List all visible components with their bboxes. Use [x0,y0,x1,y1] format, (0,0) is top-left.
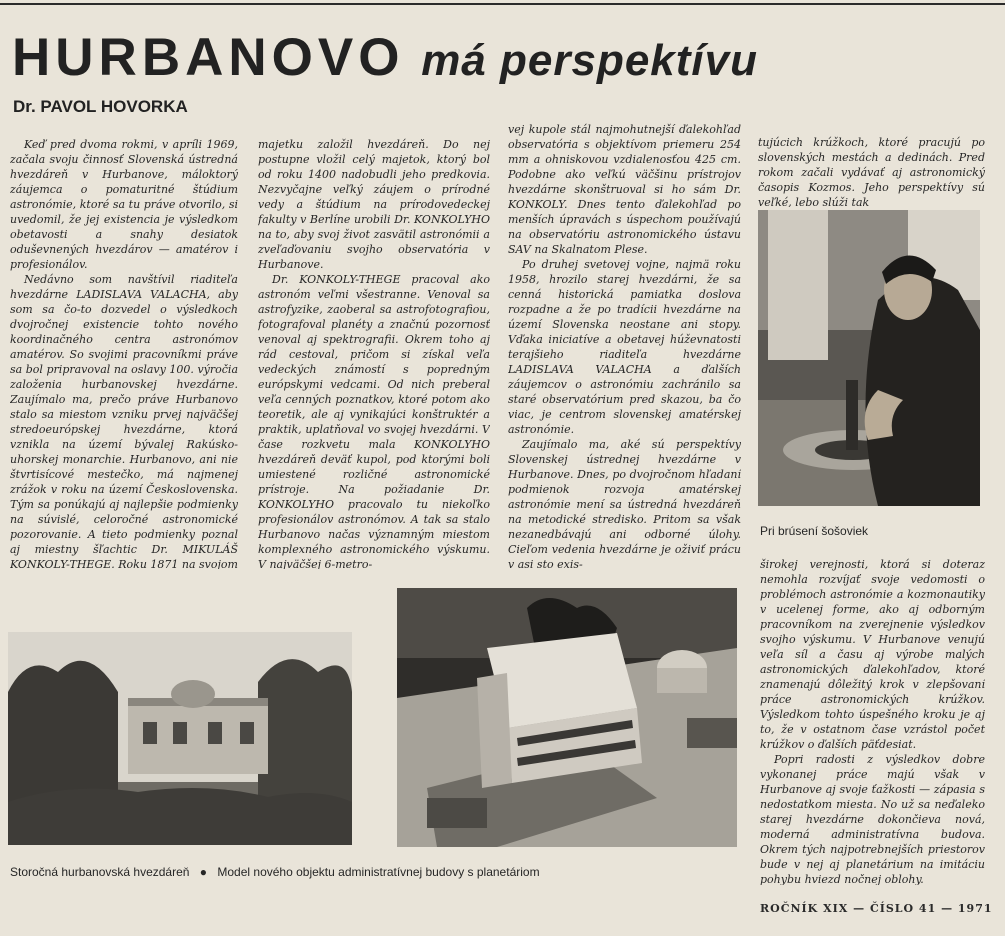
paragraph: Dr. KONKOLY-THEGE pracoval ako astronóm veľmi všestranne. Venoval sa astrofyzike, zaoberal sa astrofotografiou, fotografoval planéty a značnú pozornosť venoval aj spektrografii. Okrem toho aj rád cestoval, pričom si získal veľa vedeckých známostí s popredným európskymi vedcami. Od nich preberal veľa cenných poznatkov, ktoré potom ako teoretik, ale aj vynikajúci konštruktér a praktik, uplatňoval vo svojej hvezdárni. V čase rozkvetu mala KONKOLYHO hvezdáreň deväť kupol, pod ktorými boli umiestené rozličné astronomické prístroje. Na požiadanie Dr. KONKOLYHO pracovalo tu niekoľko profesionálov astronómov. A tak sa stalo Hurbanovo načas významným miestom komplexného astronomického výskumu. V najväčšej 6-metro- [258,273,490,569]
issue-footer: ROČNÍK XIX — ČÍSLO 41 — 1971 [760,902,993,915]
photo-building-model [397,588,737,847]
paragraph: tujúcich krúžkoch, ktoré pracujú po slovenských mestách a dedinách. Pred rokom začali vydávať aj astronomický časopis Kozmos. Jeho perspektívy sú veľké, lebo slúži tak [758,136,985,207]
photo-old-observatory [8,632,352,845]
text-column-1 [10,137,238,569]
paragraph: Popri radosti z výsledkov dobre vykonanej práce majú však v Hurbanove aj svoje ťažkosti — zápasia s nedostatkom miesta. No už sa neďaleko starej hvezdárne dokončieva nová, moderná administratívna budova. Okrem tých najpotrebnejších priestorov bude v nej aj planetárium na imitáciu pohybu hviezd nočnej oblohy. [760,753,985,885]
top-rule [0,3,1005,5]
paragraph: majetku založil hvezdáreň. Do nej postupne vložil celý majetok, ktorý bol od roku 1400 nadobudli jeho predkovia. Nezvyčajne veľký záujem o prírodné vedy a štúdium na prírodovedeckej fakulty v Berlíne urobili Dr. KONKOLYHO na to, aby svoj život zasvätil astronómii a zveľaďovaniu svojho observatória v Hurbanove. [258,138,490,271]
caption-bullet: ● [199,865,208,879]
paragraph: Nedávno som navštívil riaditeľa hvezdárne LADISLAVA VALACHA, aby som sa čo-to dozvedel o výsledkoch dvojročnej existencie tohto nového koordinačného centra astronómov amatérov. So svojimi pracovníkmi práve sa bol pripravoval na oslavy 100. výročia založenia hurbanovskej hvezdárne. Zaujímalo ma, prečo práve Hurbanovo stalo sa miestom vzniku prvej najväčšej stredoeurópskej hvezdárne, ktorá vznikla na území bývalej Rakúsko-uhorskej monarchie. Hurbanovo, ani nie štvrtisícové mestečko, má najmenej zrážok v roku na území Československa. Tým sa ponúkajú aj najlepšie podmienky na súvislé, celoročné astronomické pozorovanie. A tieto podmienky poznal aj miestny šľachtic Dr. MIKULÁŠ KONKOLY-THEGE. Roku 1871 na svojom [10,273,238,569]
author-byline: Dr. PAVOL HOVORKA [13,97,188,116]
paragraph: vej kupole stál najmohutnejší ďalekohľad observatória s objektívom priemeru 254 mm a ohniskovou vzdialenosťou 425 cm. Podobne ako veľkú väčšinu prístrojov hvezdárne skonštruoval si ho sám Dr. KONKOLY. Dnes tento ďalekohľad po menších úpravách s úspechom používajú na observatóriu astronomického ústavu SAV na Skalnatom Plese. [508,123,741,256]
caption-model: Model nového objektu administratívnej budovy s planetáriom [217,865,540,879]
title-main: HURBANOVO [12,28,405,87]
caption-astronomer: Pri brúsení šošoviek [760,524,869,538]
paragraph: Po druhej svetovej vojne, najmä roku 1958, hrozilo starej hvezdárni, že sa cenná historická pamiatka doslova rozpadne a že po tradícii hvezdárne na území Slovenska neostane ani stopy. Vďaka iniciatíve a obetavej húževnatosti terajšieho riaditeľa hvezdárne LADISLAVA VALACHA a ďalších záujemcov o astronómiu zachránilo sa staré observatórium pred skazou, ba čo viac, je centrom slovenskej amatérskej astronómie. [508,258,741,436]
photo-astronomer-grinding-lens [758,210,980,506]
paragraph: Zaujímalo ma, aké sú perspektívy Slovenskej ústrednej hvezdárne v Hurbanove. Dnes, po dvojročnom hľadaní podmienok rozvoja amatérskej astronómie mení sa ústredná hvezdáreň na metodické stredisko. Pritom sa však nezanedbávajú ani odborné úlohy. Cieľom vedenia hvezdárne je oživiť prácu v asi sto exis- [508,438,741,570]
text-column-2 [258,137,490,569]
title-rest: má perspektívu [421,36,758,85]
text-column-3 [508,122,741,570]
article-title [12,26,1002,90]
text-column-4-top [758,135,985,207]
caption-observatory: Storočná hurbanovská hvezdáreň [10,865,190,879]
paragraph: Keď pred dvoma rokmi, v apríli 1969, začala svoju činnosť Slovenská ústredná hvezdáreň v Hurbanove, máloktorý záujemca o pomaturitné štúdium astronómie, ktoré sa tu práve otvorilo, si uvedomil, že jej existencia je výsledkom obetavosti a snahy desiatok oduševnených hvezdárov — amatérov i profesionálov. [10,138,238,271]
text-column-4-bottom [760,557,985,885]
caption-bottom [10,864,540,880]
paragraph: širokej verejnosti, ktorá si doteraz nemohla rozvíjať svoje vedomosti o problémoch astronómie a kozmonautiky v ucelenej forme, ako aj odborným pracovníkom na zverejnenie výsledkov svojho výskumu. V Hurbanove venujú veľa síl a času aj výrobe malých astronomických ďalekohľadov, ktoré znamenajú dôležitý krok v zlepšovaní práce astronomických krúžkov. Výsledkom tohto úspešného kroku je aj to, že v ostatnom čase vzrástol počet krúžkov o ďalších päťdesiat. [760,558,985,751]
